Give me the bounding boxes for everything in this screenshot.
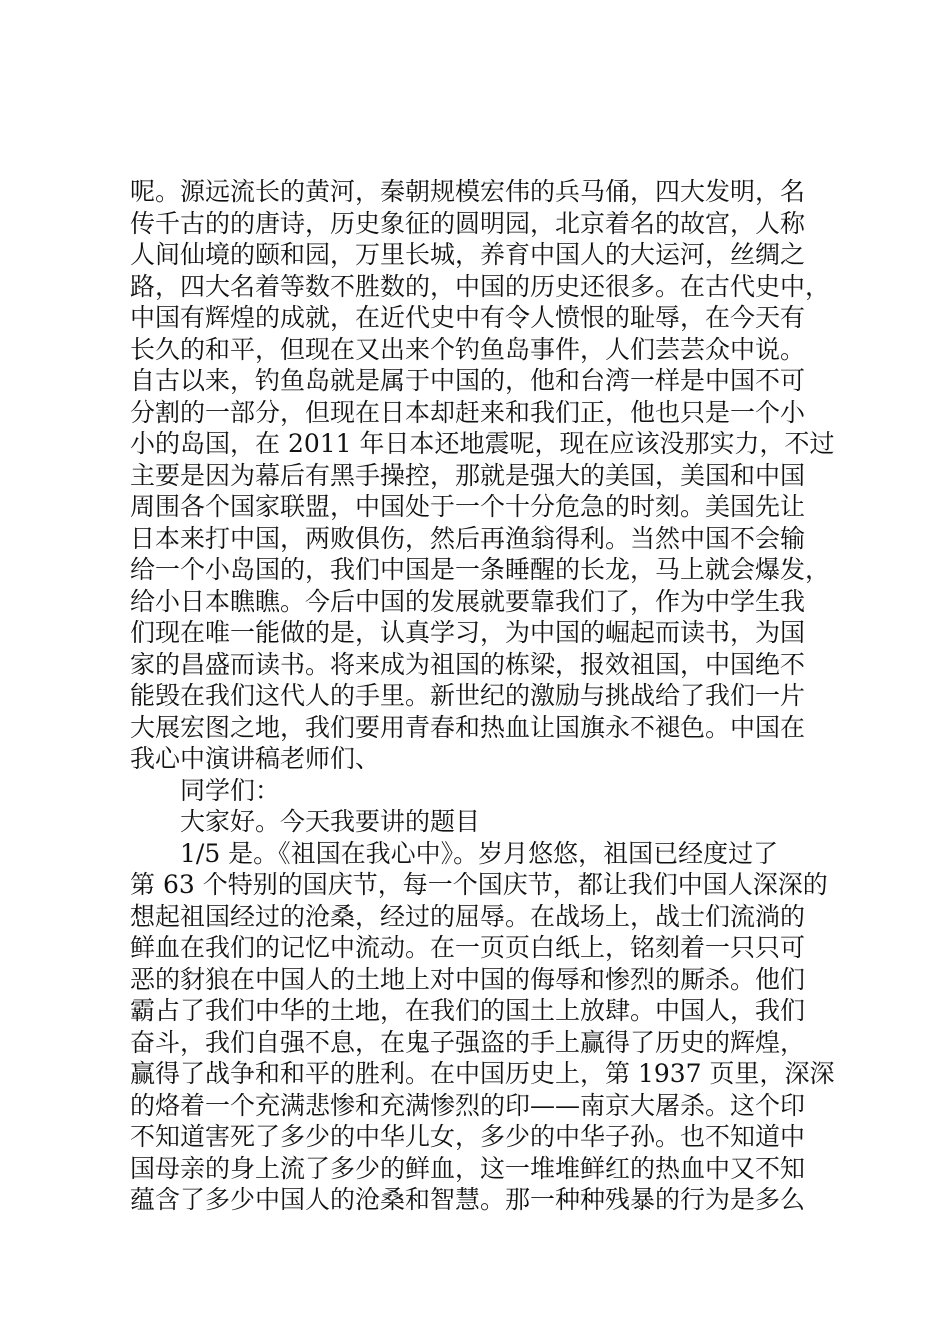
text-line: 给一个小岛国的，我们中国是一条睡醒的长龙，马上就会爆发， [130,555,831,584]
text-line: 鲜血在我们的记忆中流动。在一页页白纸上，铭刻着一只只可 [130,933,806,962]
text-line: 自古以来，钓鱼岛就是属于中国的，他和台湾一样是中国不可 [130,366,806,395]
text-line: 呢。源远流长的黄河，秦朝规模宏伟的兵马俑，四大发明，名 [130,177,806,206]
text-line: 我心中演讲稿老师们、 [130,744,381,773]
text-line: 的烙着一个充满悲惨和充满惨烈的印——南京大屠杀。这个印 [130,1090,806,1120]
text-line: 给小日本瞧瞧。今后中国的发展就要靠我们了，作为中学生我 [130,586,806,616]
text-line: 霸占了我们中华的土地，在我们的国土上放肆。中国人，我们 [130,996,806,1025]
text-line: 传千古的的唐诗，历史象征的圆明园，北京着名的故宫，人称 [130,208,806,238]
text-line: 路，四大名着等数不胜数的，中国的历史还很多。在古代史中， [130,271,831,301]
text-line: 蕴含了多少中国人的沧桑和智慧。那一种种残暴的行为是多么 [130,1185,806,1214]
text-line: 中国有辉煌的成就，在近代史中有令人愤恨的耻辱，在今天有 [130,303,806,332]
text-line: 周围各个国家联盟，中国处于一个十分危急的时刻。美国先让 [130,492,806,521]
text-line: 第 63 个特别的国庆节，每一个国庆节，都让我们中国人深深的 [130,870,828,899]
text-line: 主要是因为幕后有黑手操控，那就是强大的美国，美国和中国 [130,460,806,490]
text-line: 们现在唯一能做的是，认真学习，为中国的崛起而读书，为国 [130,618,806,647]
text-line: 日本来打中国，两败俱伤，然后再渔翁得利。当然中国不会输 [130,523,806,553]
text-line: 大展宏图之地，我们要用青春和热血让国旗永不褪色。中国在 [130,712,806,742]
text-line: 赢得了战争和和平的胜利。在中国历史上，第 1937 页里，深深 [130,1059,835,1088]
text-line: 能毁在我们这代人的手里。新世纪的激励与挑战给了我们一片 [130,681,806,710]
text-line: 家的昌盛而读书。将来成为祖国的栋梁，报效祖国，中国绝不 [130,649,806,679]
text-line: 分割的一部分，但现在日本却赶来和我们正，他也只是一个小 [130,397,806,427]
body-text [130,176,842,1216]
text-line: 不知道害死了多少的中华儿女，多少的中华子孙。也不知道中 [130,1122,806,1151]
text-line: 长久的和平，但现在又出来个钓鱼岛事件，人们芸芸众中说。 [130,334,806,364]
text-line: 国母亲的身上流了多少的鲜血，这一堆堆鲜红的热血中又不知 [130,1153,806,1183]
greeting-line: 同学们： [180,775,281,805]
page-marker-line: 1/5 是。《祖国在我心中》。岁月悠悠，祖国已经度过了 [180,838,779,868]
greeting-line: 大家好。今天我要讲的题目 [180,807,481,836]
text-line: 人间仙境的颐和园，万里长城，养育中国人的大运河，丝绸之 [130,240,806,269]
text-line: 想起祖国经过的沧桑，经过的屈辱。在战场上，战士们流淌的 [130,901,806,931]
text-line: 恶的豺狼在中国人的土地上对中国的侮辱和惨烈的厮杀。他们 [130,964,806,994]
text-line: 小的岛国，在 2011 年日本还地震呢，现在应该没那实力，不过 [130,429,835,458]
text-line: 奋斗，我们自强不息，在鬼子强盗的手上赢得了历史的辉煌， [130,1027,806,1057]
